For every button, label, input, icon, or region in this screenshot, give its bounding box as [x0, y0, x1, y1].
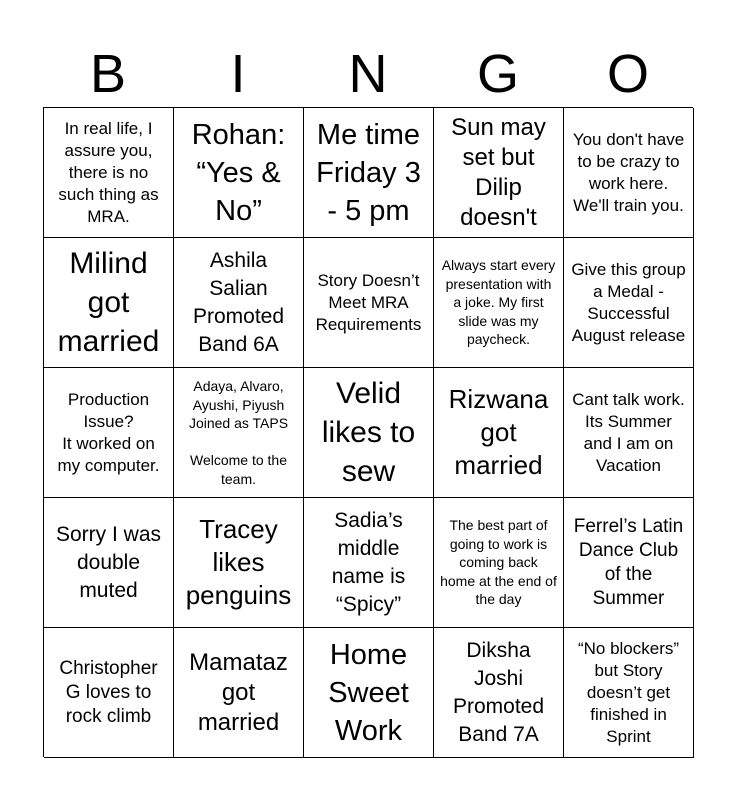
bingo-cell-text: Cant talk work. Its Summer and I am on Vacation — [572, 389, 685, 475]
bingo-cell-text: In real life, I assure you, there is no such thing as MRA. — [58, 118, 159, 226]
bingo-cell-text: Diksha Joshi Promoted Band 7A — [452, 638, 545, 746]
bingo-cell-text: Ashila Salian Promoted Band 6A — [192, 248, 285, 356]
bingo-cell-text: Velid likes to sew — [321, 377, 416, 488]
header-letter-n: N — [348, 44, 388, 104]
bingo-cell[interactable] — [44, 368, 174, 498]
header-letter-o: O — [606, 44, 649, 104]
header-letter-b: B — [89, 44, 127, 104]
bingo-cell[interactable] — [304, 498, 434, 628]
bingo-cell-text: Give this group a Medal - Successful August release — [571, 259, 686, 345]
bingo-cell-text: Home Sweet Work — [328, 638, 409, 747]
bingo-cell-text: Ferrel’s Latin Dance Club of the Summer — [573, 515, 684, 609]
bingo-cell[interactable] — [304, 108, 434, 238]
bingo-cell-text: Sun may set but Dilip doesn't — [451, 113, 546, 231]
bingo-cell-text: Me time Friday 3 - 5 pm — [316, 118, 421, 227]
bingo-cell[interactable] — [564, 238, 694, 368]
bingo-cell-text: Adaya, Alvaro, Ayushi, Piyush Joined as TAPS Welcome to the team. — [188, 378, 289, 487]
bingo-cell-text: Rizwana got married — [448, 384, 549, 480]
bingo-cell[interactable] — [434, 498, 564, 628]
bingo-cell-text: Story Doesn’t Meet MRA Requirements — [315, 270, 422, 334]
bingo-cell[interactable] — [304, 238, 434, 368]
bingo-cell-text: Always start every presentation with a joke. My first slide was my paycheck. — [441, 257, 556, 348]
bingo-cell-text: Christopher G loves to rock climb — [59, 657, 158, 727]
bingo-cell[interactable] — [44, 238, 174, 368]
bingo-cell[interactable] — [564, 368, 694, 498]
bingo-cell-text: Sadia’s middle name is “Spicy” — [331, 508, 406, 616]
header-letter-g: G — [476, 44, 519, 104]
bingo-cell[interactable] — [174, 108, 304, 238]
bingo-cell-text: “No blockers” but Story doesn’t get finished in Sprint — [577, 638, 680, 746]
bingo-cell-text: Production Issue? It worked on my computer. — [57, 389, 160, 475]
bingo-cell[interactable] — [434, 628, 564, 758]
bingo-cell[interactable] — [174, 498, 304, 628]
bingo-cell-text: Milind got married — [57, 247, 160, 358]
bingo-cell[interactable] — [44, 108, 174, 238]
bingo-cell[interactable] — [44, 628, 174, 758]
header-letter-i: I — [230, 44, 246, 104]
bingo-cell-text: The best part of going to work is coming back home at the end of the day — [440, 517, 557, 608]
bingo-cell[interactable] — [174, 628, 304, 758]
bingo-cell[interactable] — [44, 498, 174, 628]
bingo-cell-text: Mamataz got married — [189, 648, 288, 736]
bingo-card-grid — [43, 107, 693, 757]
bingo-cell[interactable] — [304, 628, 434, 758]
bingo-cell[interactable] — [434, 108, 564, 238]
bingo-cell[interactable] — [174, 368, 304, 498]
bingo-cell[interactable] — [434, 368, 564, 498]
bingo-cell[interactable] — [564, 628, 694, 758]
bingo-cell-text: You don't have to be crazy to work here. We'll train you. — [572, 129, 685, 215]
bingo-cell-text: Rohan: “Yes & No” — [191, 118, 286, 227]
bingo-header — [43, 44, 693, 104]
bingo-cell[interactable] — [434, 238, 564, 368]
bingo-cell[interactable] — [174, 238, 304, 368]
bingo-cell[interactable] — [564, 108, 694, 238]
bingo-cell[interactable] — [304, 368, 434, 498]
bingo-cell-text: Tracey likes penguins — [185, 514, 292, 610]
bingo-cell-text: Sorry I was double muted — [55, 522, 162, 602]
bingo-cell[interactable] — [564, 498, 694, 628]
